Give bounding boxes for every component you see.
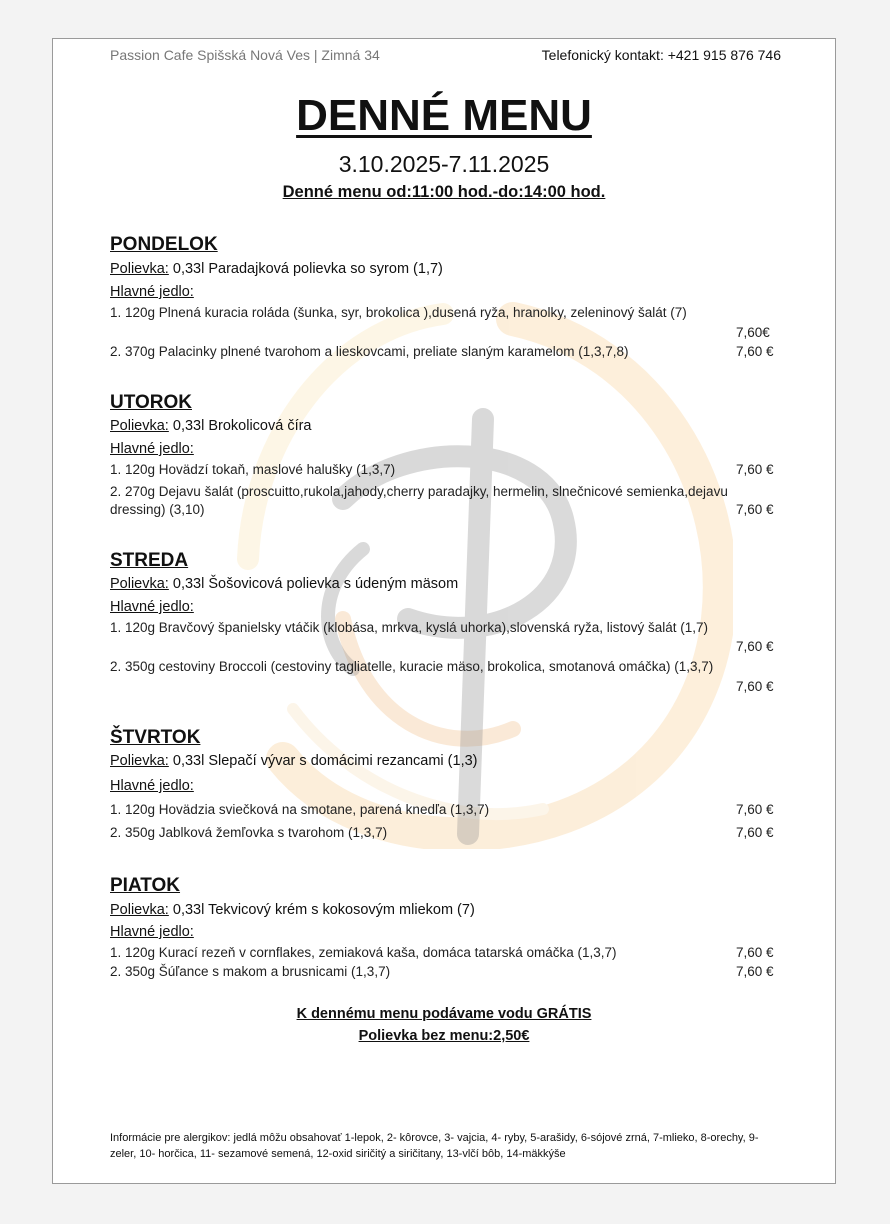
dish2-friday: 2. 350g Šúľance s makom a brusnicami (1,3,7)	[110, 964, 391, 979]
free-water-note: K dennému menu podávame vodu GRÁTIS	[296, 1006, 592, 1022]
soup-thursday: 0,33l Slepačí vývar s domácimi rezancami (1,3)	[172, 753, 478, 769]
allergen-info: Informácie pre alergikov: jedlá môžu obsahovať 1-lepok, 2- kôrovce, 3- vajcia, 4- ryby, 5-arašidy, 6-sójové zrná, 7-mlieko, 8-orechy, 9- zeler, 10- horčica, 11- sezamové semená, 12-oxid siričitý a siričitany, 13-vlčí bôb, 14-mäkkýše	[110, 1132, 759, 1160]
soup-line-wednesday	[110, 576, 458, 592]
dish1-tuesday: 1. 120g Hovädzí tokaň, maslové halušky (1,3,7)	[110, 462, 396, 477]
page-title: DENNÉ MENU	[296, 91, 592, 140]
day-heading-monday: PONDELOK	[110, 234, 218, 255]
price2-tuesday: 7,60 €	[736, 502, 774, 517]
soup-monday: 0,33l Paradajková polievka so syrom (1,7)	[172, 261, 443, 277]
price2-wednesday: 7,60 €	[736, 679, 774, 694]
soup-label: Polievka:	[110, 753, 169, 769]
day-heading-friday: PIATOK	[110, 875, 181, 896]
cafe-address: Passion Cafe Spišská Nová Ves | Zimná 34	[110, 47, 380, 63]
price2-friday: 7,60 €	[736, 964, 774, 979]
dish2-tuesday-line1: 2. 270g Dejavu šalát (proscuitto,rukola,jahody,cherry paradajky, hermelin, slnečnicové semienka,dejavu	[110, 484, 728, 499]
price1-wednesday: 7,60 €	[736, 639, 774, 654]
dish1-wednesday: 1. 120g Bravčový španielsky vtáčik (klobása, mrkva, kyslá uhorka),slovenská ryža, listový šalát (1,7)	[110, 620, 708, 635]
price1-tuesday: 7,60 €	[736, 462, 774, 477]
price1-thursday: 7,60 €	[736, 802, 774, 817]
menu-date-range: 3.10.2025-7.11.2025	[338, 151, 550, 177]
price1-monday: 7,60€	[736, 325, 770, 340]
soup-tuesday: 0,33l Brokolicová číra	[172, 418, 312, 434]
day-heading-tuesday: UTOROK	[110, 392, 192, 413]
main-label-wednesday: Hlavné jedlo:	[110, 599, 194, 615]
soup-label: Polievka:	[110, 576, 169, 592]
dish2-wednesday: 2. 350g cestoviny Broccoli (cestoviny tagliatelle, kuracie mäso, brokolica, smotanová omáčka) (1,3,7)	[110, 659, 714, 674]
soup-label: Polievka:	[110, 261, 169, 277]
main-label-thursday: Hlavné jedlo:	[110, 778, 194, 794]
soup-label: Polievka:	[110, 418, 169, 434]
soup-friday: 0,33l Tekvicový krém s kokosovým mliekom (7)	[172, 902, 475, 918]
phone-contact: Telefonický kontakt: +421 915 876 746	[541, 47, 781, 63]
main-label-monday: Hlavné jedlo:	[110, 284, 194, 300]
dish1-friday: 1. 120g Kurací rezeň v cornflakes, zemiaková kaša, domáca tatarská omáčka (1,3,7)	[110, 945, 617, 960]
dish2-tuesday-line2: dressing) (3,10)	[110, 502, 205, 517]
dish1-thursday: 1. 120g Hovädzia sviečková na smotane, parená knedľa (1,3,7)	[110, 802, 490, 817]
soup-line-thursday	[110, 753, 478, 769]
main-label-tuesday: Hlavné jedlo:	[110, 441, 194, 457]
day-heading-thursday: ŠTVRTOK	[110, 727, 201, 748]
price1-friday: 7,60 €	[736, 945, 774, 960]
day-heading-wednesday: STREDA	[110, 550, 189, 571]
dish2-monday: 2. 370g Palacinky plnené tvarohom a lieskovcami, preliate slaným karamelom (1,3,7,8)	[110, 344, 629, 359]
dish1-monday: 1. 120g Plnená kuracia roláda (šunka, syr, brokolica ),dusená ryža, hranolky, zeleninový šalát (7)	[110, 305, 687, 320]
soup-line-friday	[110, 902, 475, 918]
menu-hours: Denné menu od:11:00 hod.-do:14:00 hod.	[282, 183, 606, 201]
menu-sheet	[52, 38, 836, 1184]
soup-line-tuesday	[110, 418, 312, 434]
price2-thursday: 7,60 €	[736, 825, 774, 840]
soup-label: Polievka:	[110, 902, 169, 918]
dish2-thursday: 2. 350g Jablková žemľovka s tvarohom (1,3,7)	[110, 825, 388, 840]
soup-only-price: Polievka bez menu:2,50€	[358, 1028, 530, 1044]
price2-monday: 7,60 €	[736, 344, 774, 359]
soup-line-monday	[110, 261, 443, 277]
main-label-friday: Hlavné jedlo:	[110, 924, 194, 940]
soup-wednesday: 0,33l Šošovicová polievka s údeným mäsom	[172, 576, 459, 592]
